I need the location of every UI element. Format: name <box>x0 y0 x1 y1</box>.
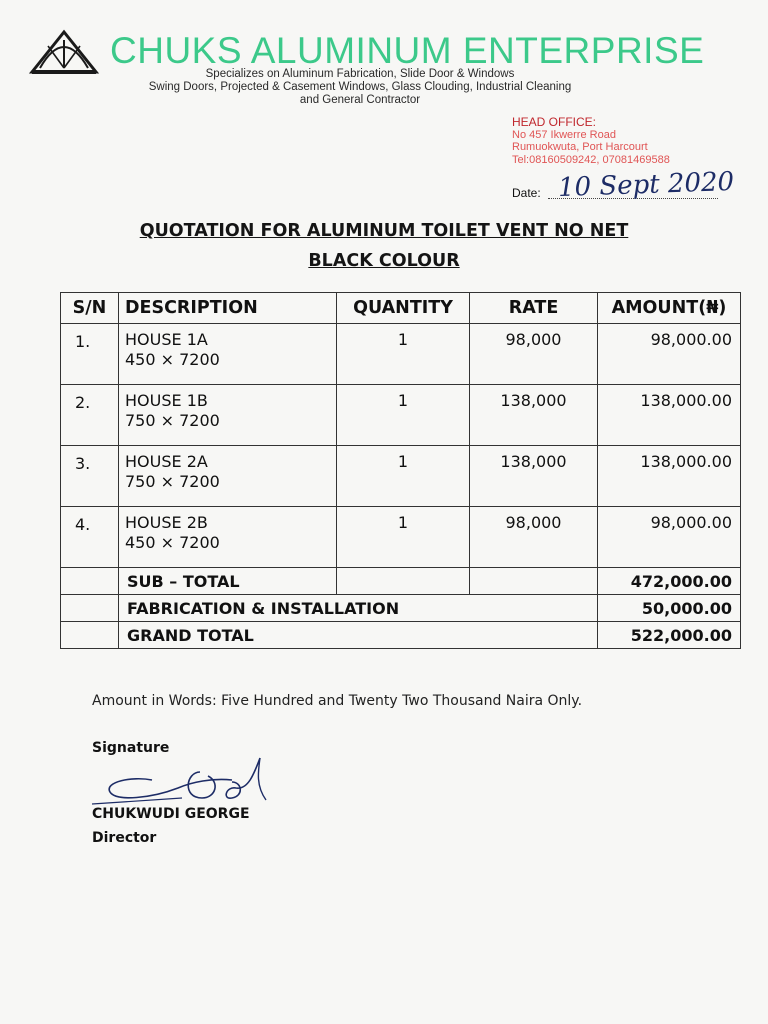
head-office-address-line: No 457 Ikwerre Road <box>512 128 616 141</box>
row-description-size: 450 × 7200 <box>125 350 220 369</box>
row-description <box>119 324 337 385</box>
row-quantity: 1 <box>337 324 470 385</box>
head-office-telephone: Tel:08160509242, 07081469588 <box>512 153 670 166</box>
row-amount: 98,000.00 <box>598 507 741 568</box>
empty-cell <box>337 568 470 595</box>
tagline-line: Specializes on Aluminum Fabrication, Slide Door & Windows <box>205 68 515 80</box>
empty-cell <box>61 622 119 649</box>
amount-in-words: Amount in Words: Five Hundred and Twenty Two Thousand Naira Only. <box>92 693 583 709</box>
row-sn: 4. <box>61 507 119 568</box>
row-sn: 2. <box>61 385 119 446</box>
handwritten-date: 10 Sept 2020 <box>557 166 735 204</box>
row-description-size: 750 × 7200 <box>125 472 220 491</box>
fabrication-label: FABRICATION & INSTALLATION <box>119 595 598 622</box>
empty-cell <box>61 568 119 595</box>
quotation-title-line: BLACK COLOUR <box>308 251 460 271</box>
quotation-title <box>0 216 768 276</box>
row-description <box>119 507 337 568</box>
subtotal-label: SUB – TOTAL <box>119 568 337 595</box>
signature-label: Signature <box>92 740 170 756</box>
date-row <box>512 166 757 204</box>
signatory-name: CHUKWUDI GEORGE <box>92 806 250 822</box>
row-sn: 1. <box>61 324 119 385</box>
arch-window-logo-icon <box>28 28 100 76</box>
row-amount: 138,000.00 <box>598 385 741 446</box>
row-quantity: 1 <box>337 385 470 446</box>
head-office-block <box>512 116 670 166</box>
company-name: CHUKS ALUMINUM ENTERPRISE <box>110 30 705 71</box>
row-rate: 138,000 <box>470 446 598 507</box>
row-quantity: 1 <box>337 507 470 568</box>
grand-total-row <box>61 622 741 649</box>
row-description-name: HOUSE 1B <box>125 391 208 410</box>
quotation-table <box>60 292 741 649</box>
grand-total-label: GRAND TOTAL <box>119 622 598 649</box>
table-header-row <box>61 293 741 324</box>
table-row <box>61 324 741 385</box>
row-rate: 98,000 <box>470 324 598 385</box>
column-header-quantity: QUANTITY <box>337 293 470 324</box>
row-description-name: HOUSE 1A <box>125 330 208 349</box>
row-description-name: HOUSE 2B <box>125 513 208 532</box>
handwritten-signature <box>82 752 282 812</box>
row-description-name: HOUSE 2A <box>125 452 208 471</box>
date-label: Date: <box>512 186 541 200</box>
subtotal-row <box>61 568 741 595</box>
row-quantity: 1 <box>337 446 470 507</box>
subtotal-value: 472,000.00 <box>598 568 741 595</box>
row-rate: 138,000 <box>470 385 598 446</box>
grand-total-value: 522,000.00 <box>598 622 741 649</box>
column-header-description: DESCRIPTION <box>119 293 337 324</box>
row-description-size: 450 × 7200 <box>125 533 220 552</box>
fabrication-value: 50,000.00 <box>598 595 741 622</box>
row-sn: 3. <box>61 446 119 507</box>
table-row <box>61 507 741 568</box>
row-description <box>119 446 337 507</box>
company-tagline <box>120 68 600 107</box>
tagline-line: Swing Doors, Projected & Casement Windows, Glass Clouding, Industrial Cleaning <box>148 81 572 93</box>
empty-cell <box>61 595 119 622</box>
table-row <box>61 385 741 446</box>
empty-cell <box>470 568 598 595</box>
row-amount: 138,000.00 <box>598 446 741 507</box>
column-header-rate: RATE <box>470 293 598 324</box>
column-header-sn: S/N <box>61 293 119 324</box>
table-row <box>61 446 741 507</box>
head-office-title: HEAD OFFICE: <box>512 115 597 129</box>
signatory-role: Director <box>92 830 157 846</box>
row-rate: 98,000 <box>470 507 598 568</box>
row-amount: 98,000.00 <box>598 324 741 385</box>
row-description <box>119 385 337 446</box>
tagline-line: and General Contractor <box>299 94 421 106</box>
head-office-address-line: Rumuokwuta, Port Harcourt <box>512 141 648 153</box>
column-header-amount: AMOUNT(₦) <box>598 293 741 324</box>
quotation-title-line: QUOTATION FOR ALUMINUM TOILET VENT NO NET <box>139 221 629 241</box>
fabrication-row <box>61 595 741 622</box>
row-description-size: 750 × 7200 <box>125 411 220 430</box>
